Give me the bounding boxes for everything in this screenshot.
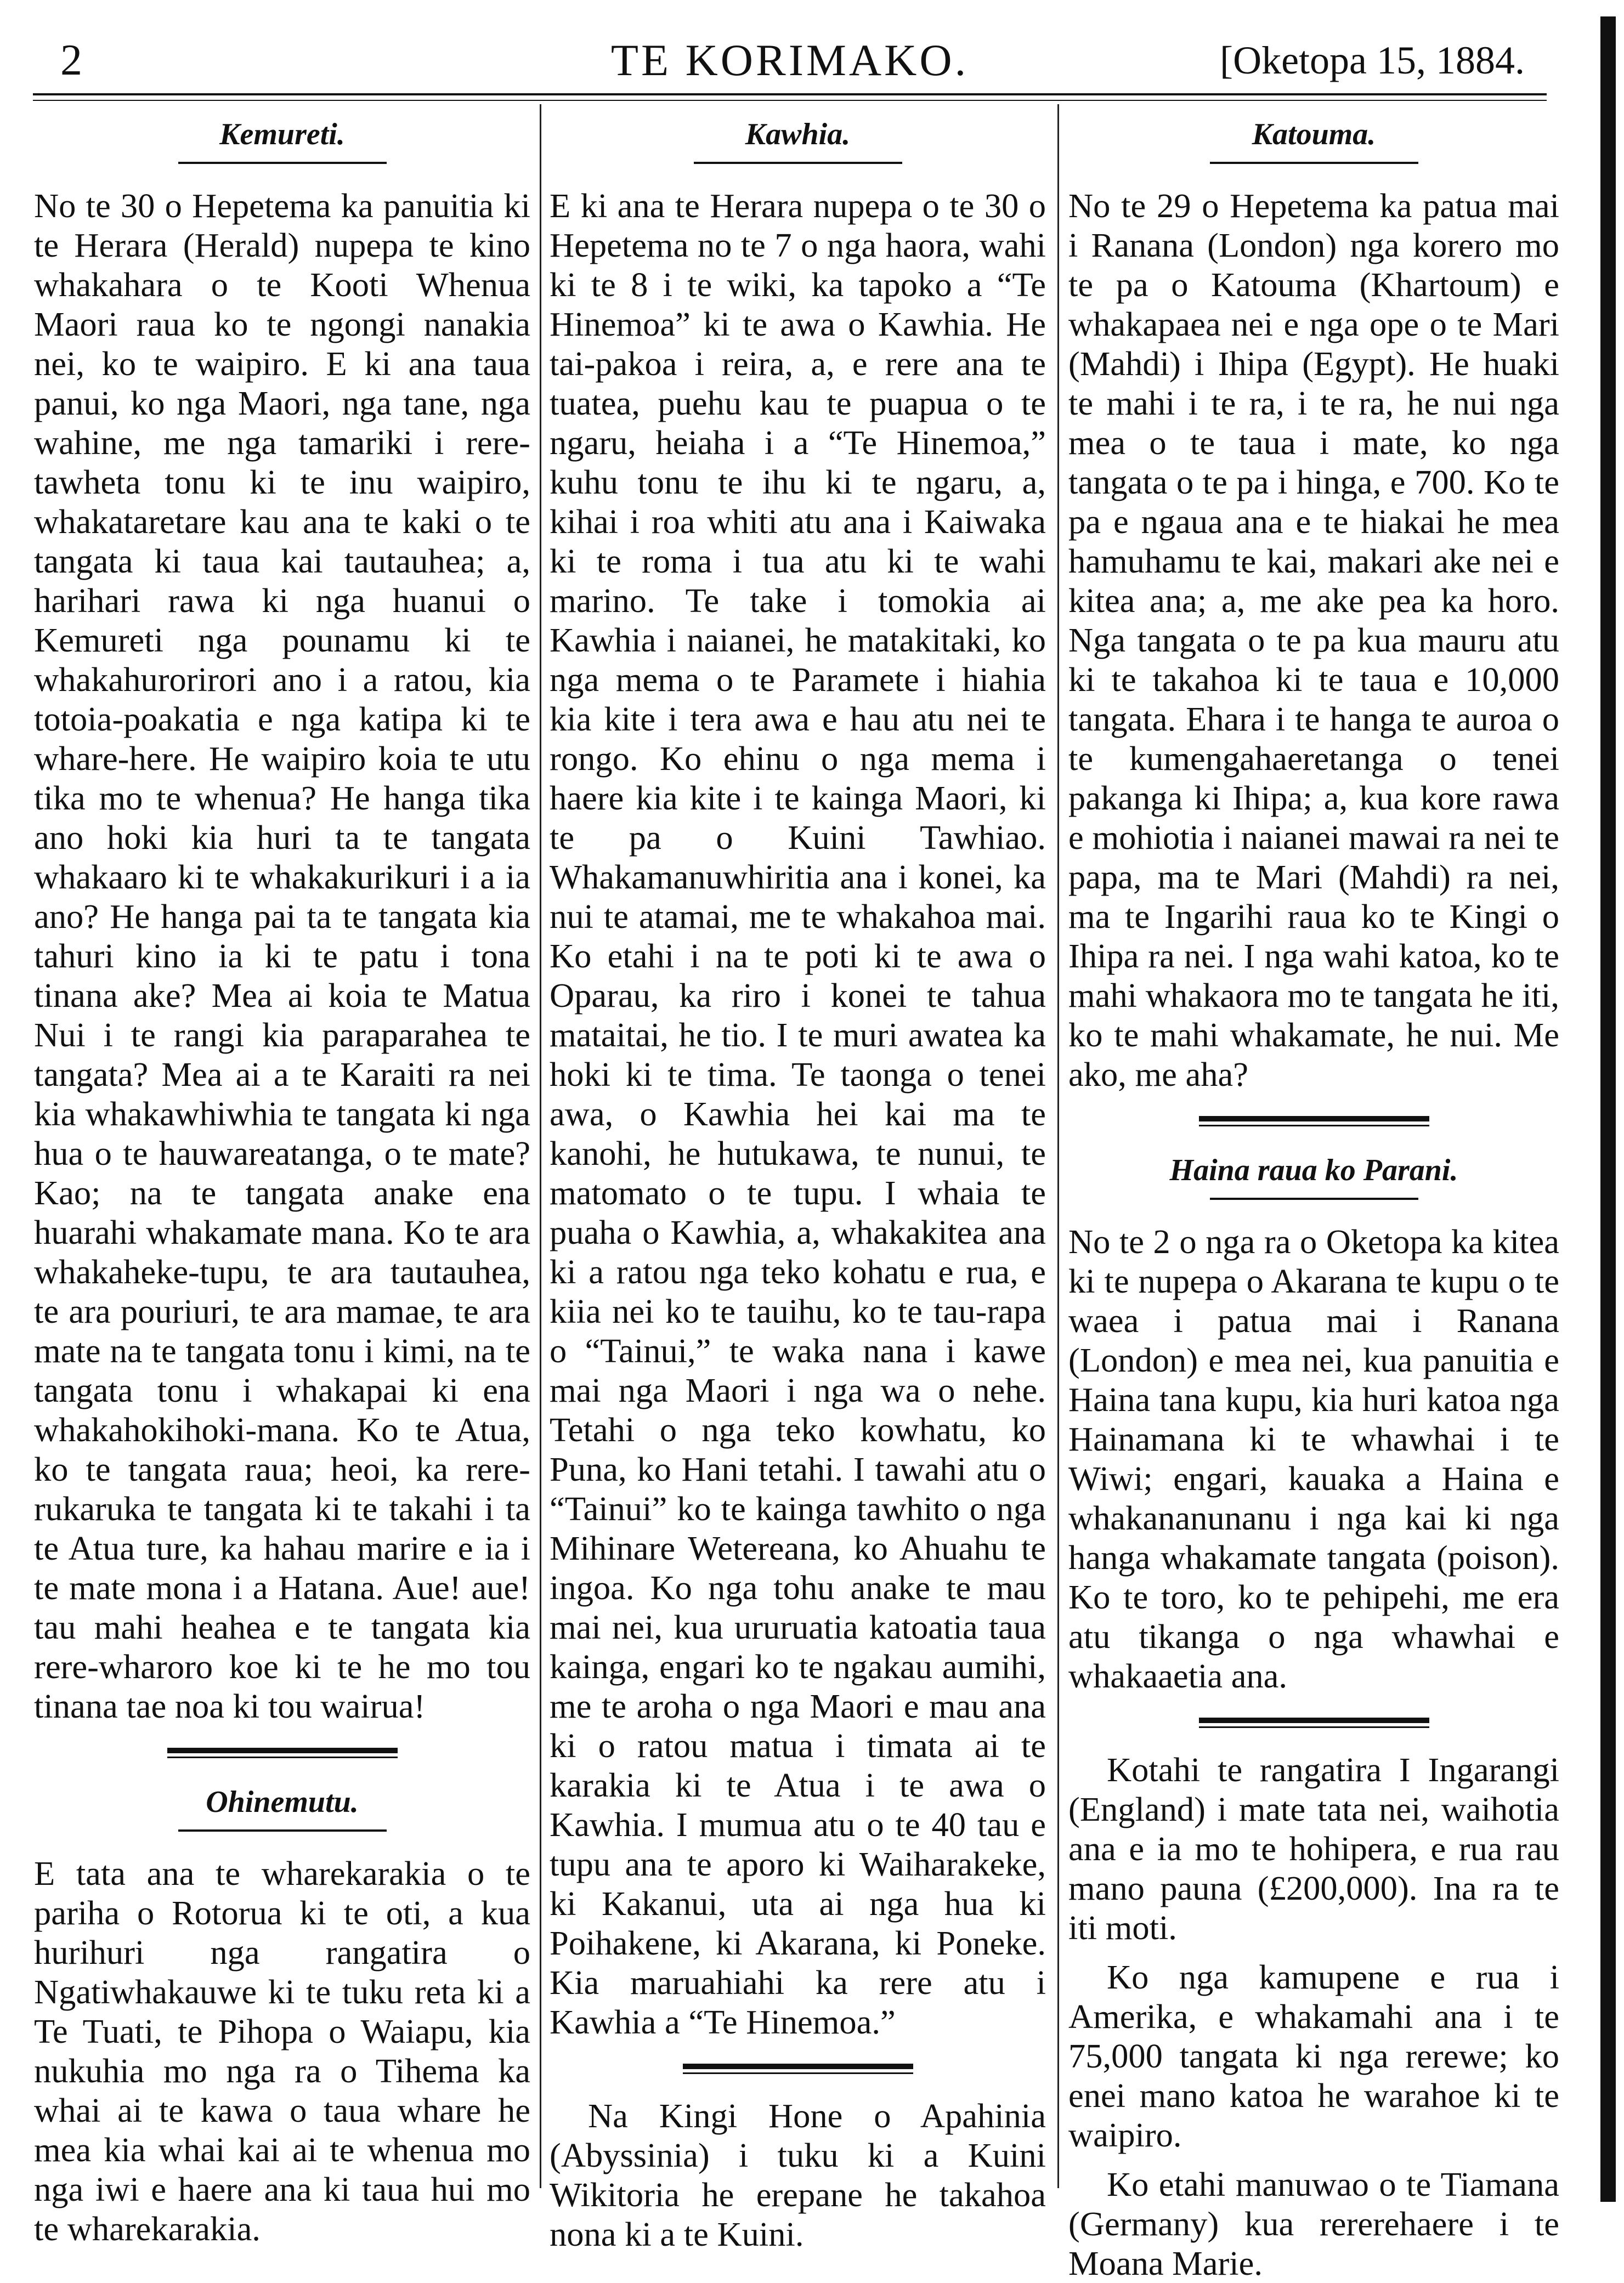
article-title-katouma: Katouma.: [1252, 117, 1376, 151]
title-underline: [178, 162, 387, 164]
title-underline: [178, 1829, 387, 1832]
section-separator: [167, 1748, 398, 1758]
news-item-england: Kotahi te rangatira I Ingarangi (England) i mate tata nei, waihotia ana e ia mo te hohipera, e rua rau mano pauna (£200,000). Ina ra te iti moti.: [1068, 1751, 1559, 1947]
article-body-kawhia: E ki ana te Herara nupepa o te 30 o Hepetema no te 7 o nga haora, wahi ki te 8 i te wiki, ka tapoko a “Te Hinemoa” ki te awa o Kawhia. He tai-pakoa i reira, a, e rere ana te tuatea, puehu kau te puapua o te ngaru, heiaha i a “Te Hinemoa,” kuhu tonu te ihu ki te ngaru, a, kihai i roa whiti atu ana i Kaiwaka ki te roma i tua atu ki te wahi marino. Te take i tomokia ai Kawhia i naianei, he matakitaki, ko nga mema o te Paramete i hiahia kia kite i tera awa e hau atu nei te rongo. Ko ehinu o nga mema i haere kia kite i te kainga Maori, ki te pa o Kuini Tawhiao. Whakamanuwhiritia ana i konei, ka nui te atamai, me te whakahoa mai. Ko etahi i na te poti ki te awa o Oparau, ka riro i konei te tahua mataitai, he tio. I te muri awatea ka hoki ki te tima. Te taonga o tenei awa, o Kawhia hei kai ma te kanohi, he hutukawa, te nunui, te matomato o te tupu. I whaia te puaha o Kawhia, a, whakakitea ana ki a ratou nga teko kohatu e rua, e kiia nei ko te tauihu, ko te tau-rapa o “Tainui,” te waka nana i kawe mai nga Maori i nga wa o nehe. Tetahi o nga teko kowhatu, ko Puna, ko Hani tetahi. I tawahi atu o “Tainui” ko te kainga tawhito o nga Mihinare Wetereana, ko Ahuahu te ingoa. Ko nga tohu anake te mau mai nei, kua ururuatia katoatia taua kainga, engari ko te ngakau aumihi, me te aroha o nga Maori e mau ana ki o ratou matua i timata ai te karakia ki te Atua i te awa o Kawhia. I mumua atu o te 40 tau e tupu ana te aporo ki Waiharakeke, ki Kakanui, uta ai nga hua ki Poihakene, ki Akarana, ki Poneke. Kia maruahiahi ka rere atu i Kawhia a “Te Hinemoa.”: [550, 186, 1046, 2041]
article-body-katouma: No te 29 o Hepetema ka patua mai i Ranana (London) nga korero mo te pa o Katouma (Khartoum) e whakapaea nei e nga ope o te Mari (Mahdi) i Ihipa (Egypt). He huaki te mahi i te ra, i te ra, he nui nga mea o te taua i mate, ko nga tangata o te pa i hinga, e 700. Ko te pa e ngaua ana e te hiakai he mea hamuhamu te kai, makari ake nei e kitea ana; a, me ake pea ka horo. Nga tangata o te pa kua mauru atu ki te takahoa ki te taua e 10,000 tangata. Ehara i te hanga te auroa o te kumengahaeretanga o tenei pakanga ki Ihipa; a, kua kore rawa e mohiotia i naianei mawai ra nei te papa, ma te Mari (Mahdi) ra nei, ma te Ingarihi raua ko te Kingi o Ihipa ra nei. I nga wahi katoa, ko te mahi whakaora mo te tangata he iti, ko te mahi whakamate, he nui. Me ako, me aha?: [1068, 186, 1559, 1094]
article-body-kemureti: No te 30 o Hepetema ka panuitia ki te Herara (Herald) nupepa te kino whakahara o te Kooti Whenua Maori raua ko te ngongi nanakia nei, ko te waipiro. E ki ana taua panui, ko nga Maori, nga tane, nga wahine, me nga tamariki i rere-tawheta tonu ki te inu waipiro, whakataretare kau ana te kaki o te tangata ki taua kai tautauhea; a, harihari rawa ki nga huanui o Kemureti nga pounamu ki te whakahurorirori ano i a ratou, kia totoia-poakatia e nga katipa ki te whare-here. He waipiro koia te utu tika mo te whenua? He hanga tika ano hoki kia huri ta te tangata whakaaro ki te whakakurikuri i a ia ano? He hanga pai ta te tangata kia tahuri kino ia ki te patu i tona tinana ake? Mea ai koia te Matua Nui i te rangi kia paraparahea te tangata? Mea ai a te Karaiti ra nei kia whakawhiwhia te tangata ki nga hua o te hauwareatanga, o te mate? Kao; na te tangata anake ena huarahi whakamate mana. Ko te ara whakaheke-tupu, te ara tautauhea, te ara pouriuri, te ara mamae, te ara mate na te tangata tonu i kimi, na te tangata tonu i whakapai ki ena whakahokihoki-mana. Ko te Atua, ko te tangata raua; heoi, ka rere-rukaruka te tangata ki te takahi i ta te Atua ture, ka hahau marire e ia i te mate mona i a Hatana. Aue! aue! tau mahi heahea e te tangata kia rere-wharoro koe ki te he mo tou tinana tae noa ki tou wairua!: [34, 186, 530, 1725]
article-body-ohinemutu: E tata ana te wharekarakia o te pariha o Rotorua ki te oti, a kua hurihuri nga rangatira o Ngatiwhakauwe ki te tuku reta ki a Te Tuati, te Pihopa o Waiapu, kia nukuhia mo nga ra o Tihema ka whai ai te kawa o taua whare he mea kia whai kai ai te whenua mo nga iwi e haere ana ki taua hui mo te wharekarakia.: [34, 1854, 530, 2248]
issue-date: [Oketopa 15, 1884.: [1220, 38, 1525, 82]
page-number: 2: [60, 36, 82, 84]
masthead-rule-thin: [33, 100, 1547, 101]
article-title-kawhia: Kawhia.: [745, 117, 851, 151]
column-divider-1: [540, 104, 541, 2188]
section-separator: [683, 2064, 913, 2074]
news-item-amerika: Ko nga kamupene e rua i Amerika, e whakamahi ana i te 75,000 tangata ki nga rerewe; ko enei mano katoa he warahoe ki te waipiro.: [1068, 1958, 1559, 2154]
column-2: [550, 112, 1046, 2254]
article-body-haina-parani: No te 2 o nga ra o Oketopa ka kitea ki te nupepa o Akarana te kupu o te waea i patua mai i Ranana (London) e mea nei, kua panuitia e Haina tana kupu, kia huri katoa nga Hainamana ki te whawhai i te Wiwi; engari, kauaka a Haina e whakananunanu i nga kai ki nga hanga whakamate tangata (poison). Ko te toro, ko te pehipehi, me era atu tikanga o nga whawhai e whakaaetia ana.: [1068, 1222, 1559, 1695]
page-edge-bar: [1600, 16, 1616, 2202]
newspaper-title: TE KORIMAKO.: [610, 35, 969, 85]
article-title-kemureti: Kemureti.: [219, 117, 345, 151]
masthead: [33, 30, 1547, 90]
title-underline: [694, 162, 902, 164]
section-separator: [1199, 1116, 1429, 1126]
column-divider-2: [1057, 104, 1059, 2188]
article-body-abyssinia: Na Kingi Hone o Apahinia (Abyssinia) i tuku ki a Kuini Wikitoria he erepane he takahoa nona ki a te Kuini.: [550, 2097, 1046, 2253]
masthead-rule: [33, 93, 1547, 95]
column-3: [1068, 112, 1559, 2283]
article-title-haina-parani: Haina raua ko Parani.: [1169, 1153, 1458, 1187]
title-underline: [1210, 1198, 1418, 1200]
section-separator: [1199, 1718, 1429, 1728]
title-underline: [1210, 162, 1418, 164]
news-item-tiamana: Ko etahi manuwao o te Tiamana (Germany) kua rererehaere i te Moana Marie.: [1068, 2165, 1559, 2282]
column-1: [34, 112, 530, 2248]
article-title-ohinemutu: Ohinemutu.: [206, 1785, 359, 1819]
